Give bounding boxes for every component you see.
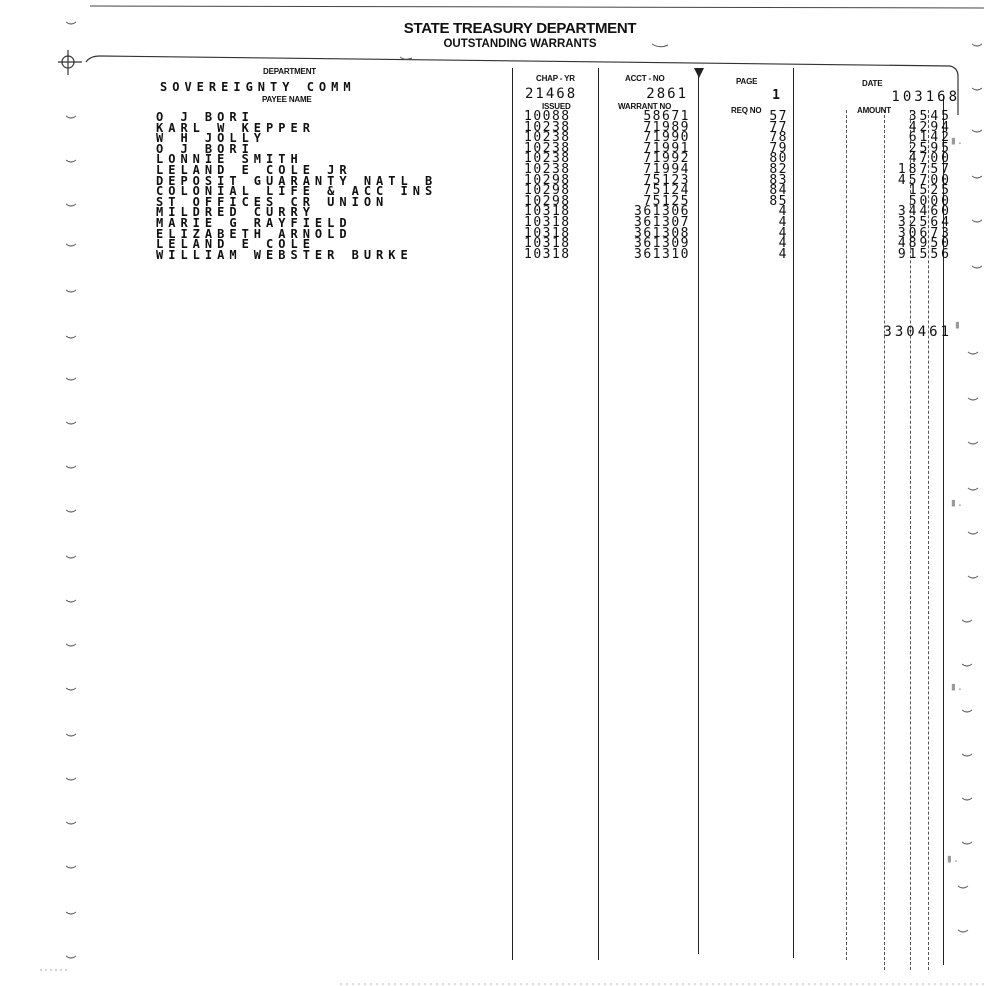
table-row [0, 162, 984, 177]
issued-value: 10298 [524, 172, 571, 188]
payee-name: O J BORI [156, 110, 254, 124]
warrant-number: 58671 [643, 109, 690, 124]
warrant-number: 361307 [634, 215, 690, 230]
payee-name: W H JOLLY [156, 131, 267, 146]
payee-name: DEPOSIT GUARANTY NATL B [156, 173, 438, 188]
req-number: 85 [769, 193, 788, 209]
issued-value: 10238 [524, 140, 571, 156]
table-row [0, 193, 984, 209]
report-title: STATE TREASURY DEPARTMENT [403, 20, 637, 37]
req-number: 4 [778, 246, 788, 262]
table-row [0, 151, 984, 167]
amount-value: 3545 [908, 109, 952, 124]
payee-name: LELAND E COLE JR [156, 163, 352, 177]
amount-value: 45700 [897, 172, 952, 188]
table-row [0, 172, 984, 188]
margin-mark: ▮. [946, 852, 960, 865]
warrant-number: 75125 [643, 193, 690, 209]
payee-name: ELIZABETH ARNOLD [156, 226, 352, 241]
req-number: 57 [769, 109, 788, 124]
chap-yr-value: 21468 [525, 86, 578, 102]
label-chap-yr: CHAP - YR [536, 74, 575, 83]
acct-no-value: 2861 [646, 86, 688, 102]
req-number: 78 [769, 130, 788, 146]
warrant-number: 361308 [634, 225, 690, 241]
issued-value: 10318 [524, 236, 571, 252]
table-row [0, 236, 984, 252]
issued-value: 10238 [524, 130, 571, 146]
warrant-number: 361306 [634, 204, 690, 220]
payee-name: MARIE G RAYFIELD [156, 216, 352, 230]
req-number: 77 [769, 119, 788, 135]
issued-value: 10298 [524, 183, 571, 199]
req-number: 80 [769, 151, 788, 167]
label-acct-no: ACCT - NO [625, 74, 665, 83]
warrant-number: 71992 [643, 151, 690, 167]
page-value: 1 [772, 88, 780, 103]
payee-name: ST OFFICES CR UNION [156, 194, 389, 209]
warrant-number: 75124 [643, 183, 690, 199]
amount-value: 4294 [908, 119, 952, 135]
payee-name: LELAND E COLE [156, 237, 315, 252]
table-row [0, 140, 984, 156]
amount-value: 2595 [908, 140, 952, 156]
amount-value: 4700 [908, 151, 952, 167]
issued-value: 10318 [524, 204, 571, 220]
amount-value: 30673 [897, 225, 952, 241]
label-warrant-no: WARRANT NO [618, 102, 672, 111]
warrant-number: 71990 [643, 130, 690, 146]
table-row [0, 204, 984, 220]
registration-mark-icon [58, 50, 82, 75]
table-row [0, 225, 984, 241]
amount-value: 32564 [897, 215, 952, 230]
req-number: 4 [778, 204, 788, 220]
issued-value: 10238 [524, 151, 571, 167]
warrant-number: 361310 [634, 246, 690, 262]
payee-name: O J BORI [156, 141, 254, 156]
margin-mark: ▮. [950, 496, 964, 509]
amount-value: 1525 [908, 183, 952, 199]
warrant-number: 71991 [643, 140, 690, 156]
table-row [0, 246, 984, 262]
warrant-number: 361309 [634, 236, 690, 252]
issued-value: 10238 [524, 119, 571, 135]
date-value: 103168 [891, 89, 960, 105]
label-amount: AMOUNT [857, 106, 891, 115]
payee-name: LONNIE SMITH [156, 152, 303, 167]
label-payee-name: PAYEE NAME [262, 95, 312, 104]
label-date: DATE [862, 79, 883, 88]
amount-value: 48950 [897, 236, 952, 252]
department-value: SOVEREIGNTY COMM [160, 80, 356, 94]
amount-value: 34460 [897, 204, 952, 220]
payee-name: WILLIAM WEBSTER BURKE [156, 247, 413, 262]
req-number: 79 [769, 140, 788, 156]
table-row [0, 119, 984, 135]
req-number: 4 [778, 215, 788, 230]
label-issued: ISSUED [542, 102, 571, 111]
warrant-number: 71994 [643, 162, 690, 177]
req-number: 82 [769, 162, 788, 177]
payee-name: KARL W KEPPER [156, 120, 315, 135]
issued-value: 10318 [524, 225, 571, 241]
issued-value: 10298 [524, 193, 571, 209]
margin-mark: ▮. [950, 134, 964, 147]
warrant-number: 71989 [643, 119, 690, 135]
issued-value: 10318 [524, 246, 571, 262]
req-number: 83 [769, 172, 788, 188]
table-row [0, 183, 984, 199]
table-row [0, 215, 984, 230]
margin-mark: ▮. [950, 680, 964, 693]
req-number: 4 [778, 225, 788, 241]
payee-name: MILDRED CURRY [156, 205, 315, 220]
amount-value: 5000 [908, 193, 952, 209]
label-department: DEPARTMENT [263, 67, 316, 76]
amount-value: 91556 [897, 246, 952, 262]
amount-value: 18757 [897, 162, 952, 177]
req-number: 84 [769, 183, 788, 199]
issued-value: 10088 [524, 109, 571, 124]
issued-value: 10238 [524, 162, 571, 177]
label-page: PAGE [736, 77, 758, 86]
table-row [0, 130, 984, 146]
payee-name: COLONIAL LIFE & ACC INS [156, 184, 438, 199]
req-number: 4 [778, 236, 788, 252]
issued-value: 10318 [524, 215, 571, 230]
label-req-no: REQ NO [731, 106, 762, 115]
amount-value: 6142 [908, 130, 952, 146]
margin-mark: ▮ [954, 318, 961, 331]
warrant-number: 75123 [643, 172, 690, 188]
amount-total: 330461 [883, 324, 952, 340]
report-subtitle: OUTSTANDING WARRANTS [443, 38, 597, 50]
